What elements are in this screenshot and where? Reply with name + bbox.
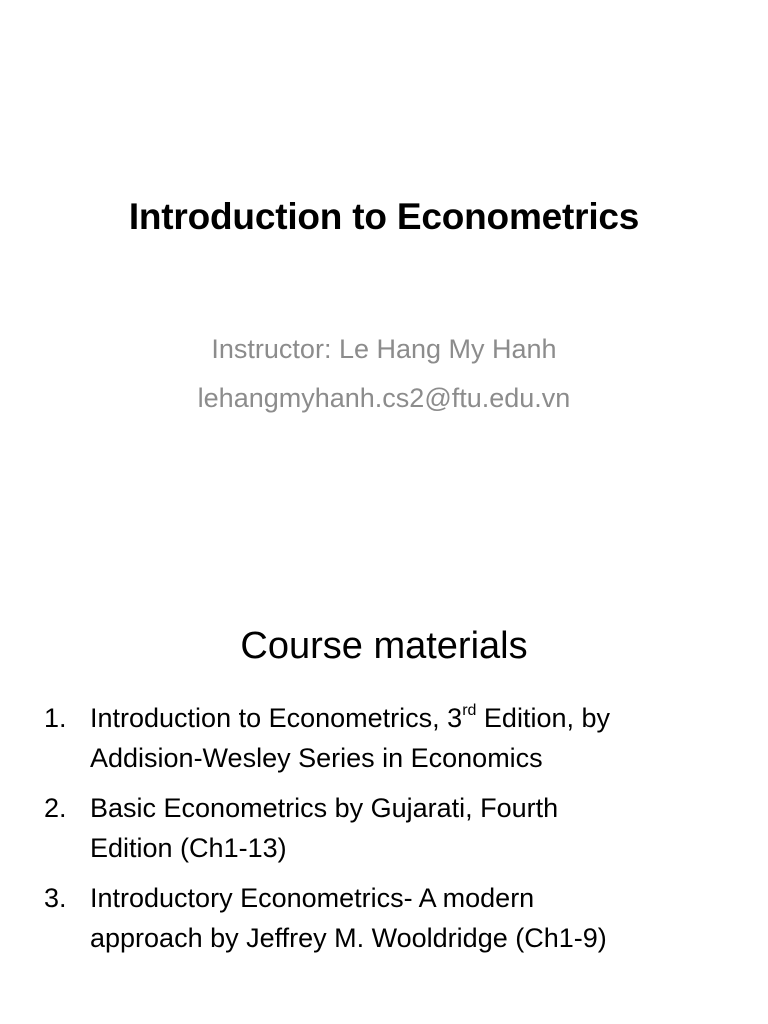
course-materials-slide [0,560,768,1024]
slide-title: Introduction to Econometrics [128,196,640,237]
list-item-number: 2. [44,793,67,823]
list-item [44,878,744,958]
list-item [44,698,744,778]
list-item-number: 3. [44,883,67,913]
list-item-line: Basic Econometrics by Gujarati, Fourth [90,793,559,823]
instructor-name: Instructor: Le Hang My Hanh [211,334,557,364]
list-item-line: Addision-Wesley Series in Economics [90,743,543,773]
list-item-number: 1. [44,703,67,733]
list-item-text: Edition, by [476,703,610,733]
list-item-line: approach by Jeffrey M. Wooldridge (Ch1-9) [90,923,607,953]
instructor-email: lehangmyhanh.cs2@ftu.edu.vn [197,383,571,413]
list-item-line [90,698,744,738]
ordinal-suffix: rd [462,702,477,719]
course-materials-list [44,698,744,968]
list-item-line: Edition (Ch1-13) [90,833,287,863]
list-item-line: Introductory Econometrics- A modern [90,883,535,913]
list-item-text: Introduction to Econometrics, 3 [90,703,463,733]
list-item [44,788,744,868]
course-materials-heading: Course materials [240,625,528,667]
